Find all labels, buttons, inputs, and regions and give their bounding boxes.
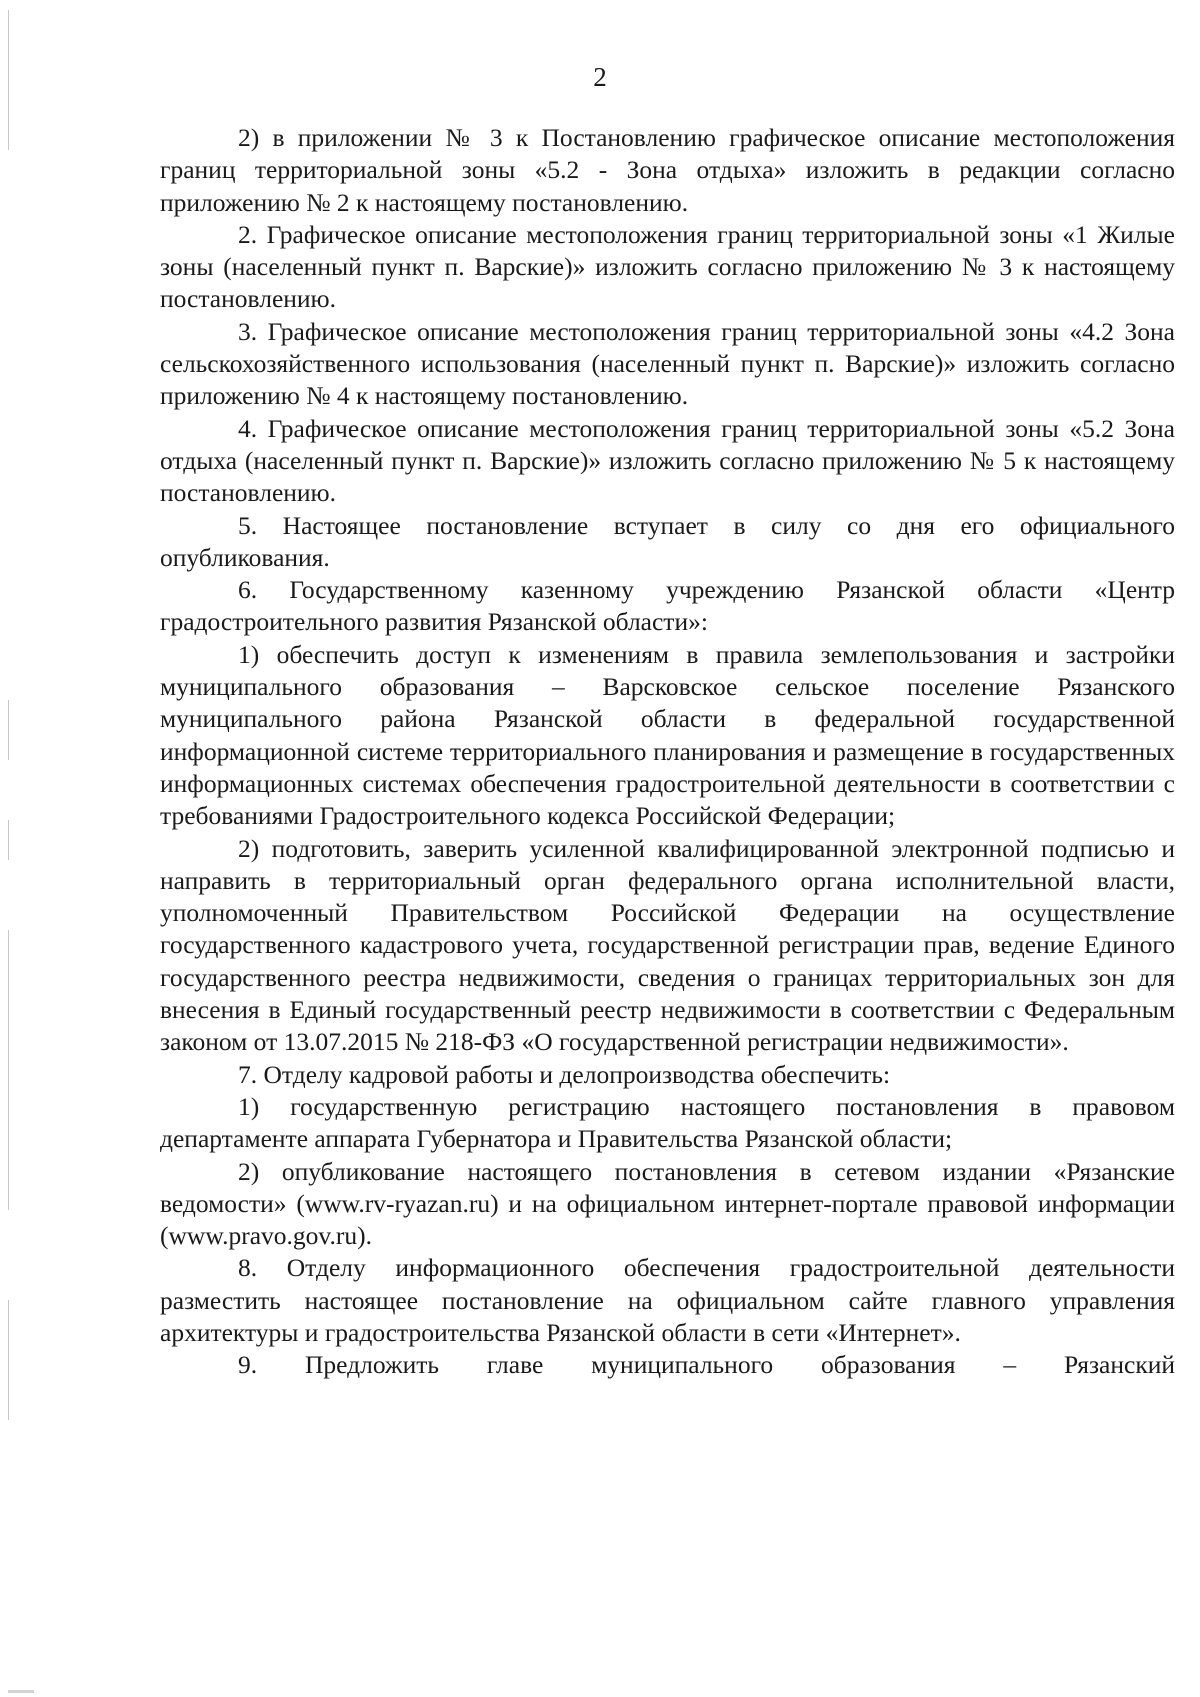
paragraph-clause-4: 4. Графическое описание местоположения границ территориальной зоны «5.2 Зона отдыха (населенный пункт п. Варские)» изложить согласно приложению № 5 к настоящему постановлению.: [160, 413, 1175, 508]
paragraph-item-2-appendix-3: 2) в приложении № 3 к Постановлению графическое описание местоположения границ территориальной зоны «5.2 - Зона отдыха» изложить в редакции согласно приложению № 2 к настоящему постановлению.: [160, 123, 1175, 217]
paragraph-clause-9: 9. Предложить главе муниципального образования – Рязанский: [238, 1350, 1175, 1380]
paragraph-clause-6-item-1: 1) обеспечить доступ к изменениям в правила землепользования и застройки муниципального образования – Варсковское сельское поселение Рязанского муниципального района Рязанской области в федеральной государственной информационной системе территориального планирования и размещение в государственных информационных системах обеспечения градостроительной деятельности в соответствии с требованиями Градостроительного кодекса Российской Федерации;: [160, 639, 1175, 831]
page-number: 2: [593, 62, 607, 92]
paragraph-clause-6: 6. Государственному казенному учреждению Рязанской области «Центр градостроительного развития Рязанской области»:: [160, 575, 1175, 637]
scan-edge-line: [8, 820, 9, 860]
scan-edge-line: [8, 930, 9, 1210]
scan-edge-line: [8, 700, 9, 760]
paragraph-clause-8: 8. Отделу информационного обеспечения градостроительной деятельности разместить настоящее постановление на официальном сайте главного управления архитектуры и градостроительства Рязанской области в сети «Интернет».: [160, 1253, 1175, 1347]
paragraph-clause-7: 7. Отделу кадровой работы и делопроизводства обеспечить:: [238, 1059, 891, 1089]
paragraph-clause-5: 5. Настоящее постановление вступает в силу со дня его официального опубликования.: [160, 510, 1175, 572]
paragraph-clause-7-item-1: 1) государственную регистрацию настоящего постановления в правовом департаменте аппарата Губернатора и Правительства Рязанской области;: [160, 1091, 1175, 1154]
scan-artifact-mark: [8, 1690, 34, 1693]
document-body: [160, 122, 1175, 1382]
scan-edge-line: [8, 1300, 9, 1420]
paragraph-clause-7-item-2: 2) опубликование настоящего постановления в сетевом издании «Рязанские ведомости» (www.rv-ryazan.ru) и на официальном интернет-портале правовой информации (www.pravo.gov.ru).: [160, 1156, 1175, 1251]
paragraph-clause-2: 2. Графическое описание местоположения границ территориальной зоны «1 Жилые зоны (населенный пункт п. Варские)» изложить согласно приложению № 3 к настоящему постановлению.: [160, 219, 1175, 314]
paragraph-clause-3: 3. Графическое описание местоположения границ территориальной зоны «4.2 Зона сельскохозяйственного использования (населенный пункт п. Варские)» изложить согласно приложению № 4 к настоящему постановлению.: [160, 316, 1175, 411]
paragraph-clause-6-item-2: 2) подготовить, заверить усиленной квалифицированной электронной подписью и направить в территориальный орган федерального органа исполнительной власти, уполномоченный Правительством Российской Федерации на осуществление государственного кадастрового учета, государственной регистрации прав, ведение Единого государственного реестра недвижимости, сведения о границах территориальных зон для внесения в Единый государственный реестр недвижимости в соответствии с Федеральным законом от 13.07.2015 № 218-ФЗ «О государственной регистрации недвижимости».: [160, 833, 1175, 1057]
